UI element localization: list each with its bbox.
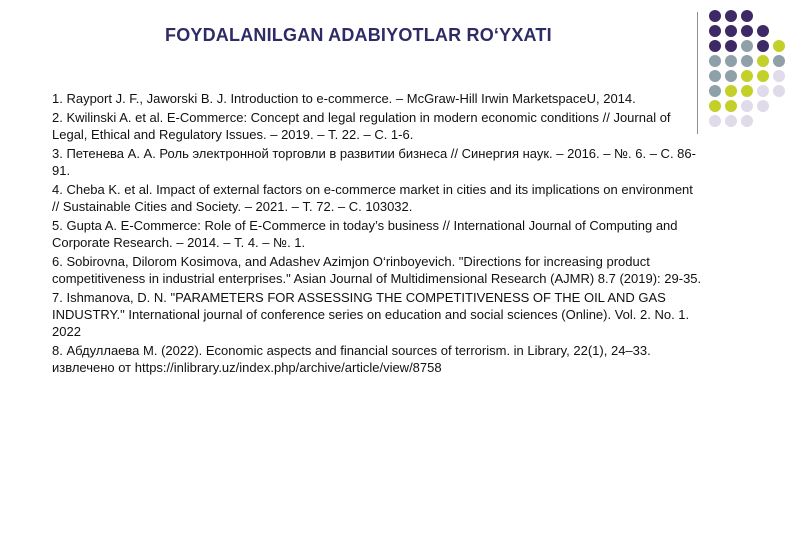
dot-purple xyxy=(757,40,769,52)
dot-lavender xyxy=(741,100,753,112)
dot-lavender xyxy=(773,85,785,97)
dot-gray xyxy=(773,55,785,67)
dot-purple xyxy=(757,25,769,37)
dot-purple xyxy=(741,25,753,37)
reference-list xyxy=(52,90,702,378)
dot-gray xyxy=(709,85,721,97)
reference-item: 2. Kwilinski A. et al. E-Commerce: Concept and legal regulation in modern economic conditions // Journal of Legal, Ethical and Regulatory Issues. – 2019. – Т. 22. – С. 1-6. xyxy=(52,110,671,142)
reference-item: 1. Rayport J. F., Jaworski B. J. Introduction to e-commerce. – McGraw-Hill Irwin MarketspaceU, 2014. xyxy=(52,91,636,106)
reference-item: 3. Петенева А. А. Роль электронной торговли в развитии бизнеса // Синергия наук. – 2016. – №. 6. – С. 86-91. xyxy=(52,146,696,178)
dot-lavender xyxy=(709,115,721,127)
decorative-dot-grid xyxy=(709,10,793,120)
dot-lime xyxy=(757,70,769,82)
dot-lavender xyxy=(757,85,769,97)
dot-purple xyxy=(725,25,737,37)
dot-gray xyxy=(741,55,753,67)
dot-lime xyxy=(757,55,769,67)
dot-purple xyxy=(725,10,737,22)
dot-lime xyxy=(741,70,753,82)
dot-gray xyxy=(741,40,753,52)
dot-lavender xyxy=(725,115,737,127)
page-title: FOYDALANILGAN ADABIYOTLAR RO‘YXATI xyxy=(165,25,552,45)
dot-lavender xyxy=(757,100,769,112)
reference-item: 6. Sobirovna, Dilorom Kosimova, and Adashev Azimjon O‘rinboyevich. "Directions for increasing product competitiveness in industrial enterprises." Asian Journal of Multidimensional Research (AJMR) 8.7 (2019): 29-35. xyxy=(52,254,702,286)
dot-purple xyxy=(709,10,721,22)
dot-gray xyxy=(725,55,737,67)
dot-lime xyxy=(741,85,753,97)
dot-gray xyxy=(709,55,721,67)
dot-purple xyxy=(709,25,721,37)
reference-item: 5. Gupta A. E-Commerce: Role of E-Commerce in today’s business // International Journal of Computing and Corporate Research. – 2014. – Т. 4. – №. 1. xyxy=(52,218,678,250)
dot-lavender xyxy=(773,70,785,82)
dot-lavender xyxy=(741,115,753,127)
dot-purple xyxy=(725,40,737,52)
dot-lime xyxy=(725,100,737,112)
dot-purple xyxy=(709,40,721,52)
reference-item: 7. Ishmanova, D. N. "PARAMETERS FOR ASSESSING THE COMPETITIVENESS OF THE OIL AND GAS INDUSTRY." International journal of conference series on education and social sciences (Online). Vol. 2. No. 1. 2022 xyxy=(52,290,690,339)
dot-lime xyxy=(709,100,721,112)
dot-purple xyxy=(741,10,753,22)
dot-gray xyxy=(709,70,721,82)
dot-lime xyxy=(773,40,785,52)
reference-item: 4. Cheba K. et al. Impact of external factors on e-commerce market in cities and its implications on environment // Sustainable Cities and Society. – 2021. – Т. 72. – С. 103032. xyxy=(52,182,693,214)
reference-item: 8. Абдуллаева М. (2022). Economic aspects and financial sources of terrorism. in Library, 22(1), 24–33. извлечено от https://inlibrary.uz/index.php/archive/article/view/8758 xyxy=(52,343,651,375)
dot-lime xyxy=(725,85,737,97)
dot-gray xyxy=(725,70,737,82)
